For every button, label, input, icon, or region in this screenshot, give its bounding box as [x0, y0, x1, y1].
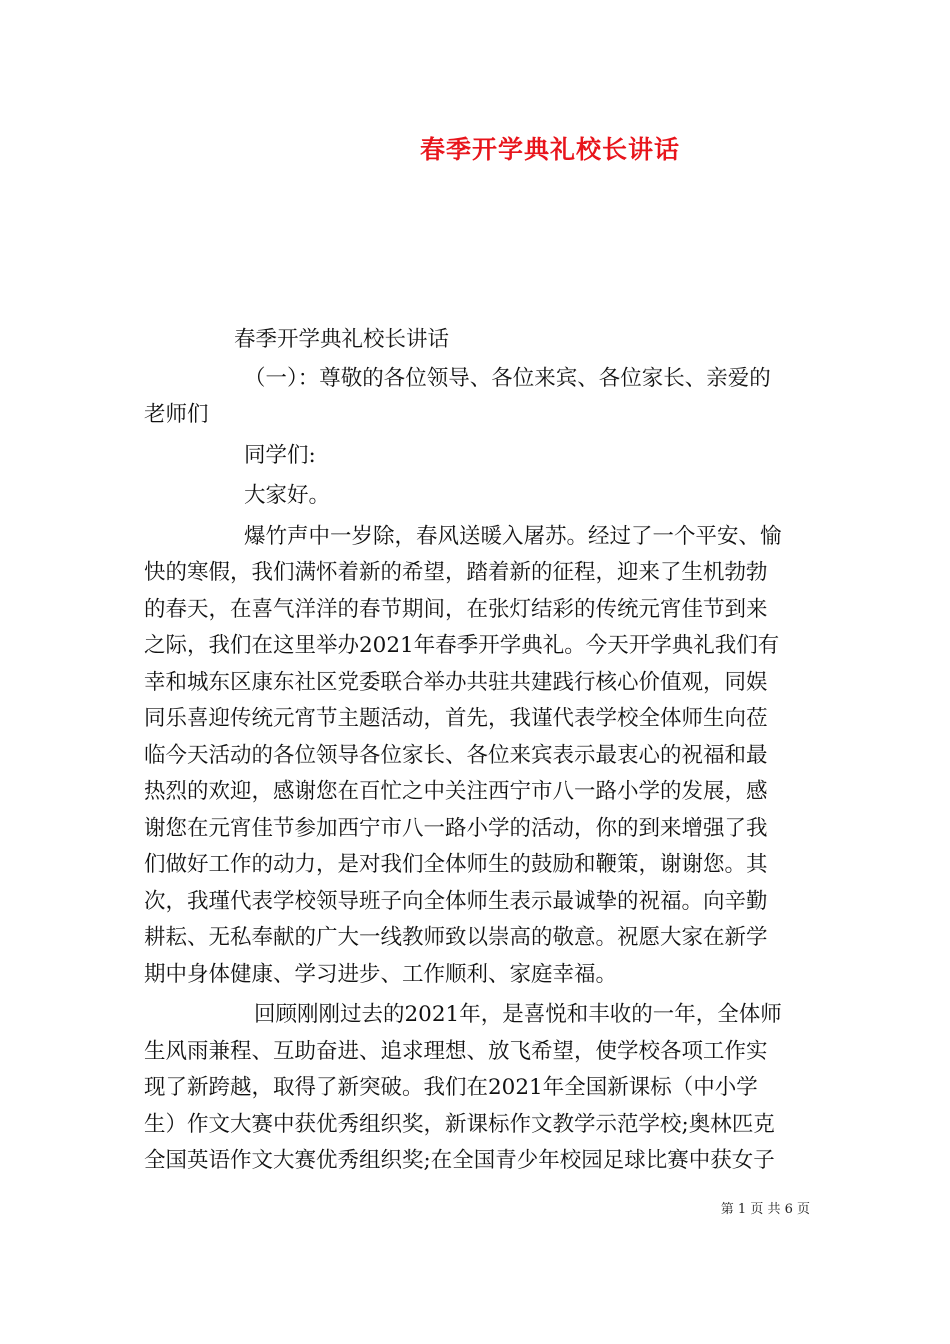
document-subtitle: [144, 322, 808, 359]
paragraph-line: 们做好工作的动力，是对我们全体师生的鼓励和鞭策，谢谢您。其: [144, 852, 768, 877]
greeting-everyone: [144, 478, 808, 515]
paragraph-2: [144, 997, 808, 1180]
greeting-line-1: 同学们:: [244, 442, 316, 468]
subtitle-text: 春季开学典礼校长讲话: [234, 327, 450, 352]
paragraph-line: 幸和城东区康东社区党委联合举办共驻共建践行核心价值观，同娱: [144, 669, 768, 695]
paragraph-line: 耕耘、无私奉献的广大一线教师致以崇高的敬意。祝愿大家在新学: [144, 925, 768, 950]
paragraph-line: 现了新跨越，取得了新突破。我们在2021年全国新课标（中小学: [144, 1075, 758, 1100]
salutation: [144, 361, 808, 434]
salutation-line-1: （一）：尊敬的各位领导、各位来宾、各位家长、亲爱的: [244, 365, 771, 391]
greeting-students: [144, 438, 808, 475]
paragraph-line: 回顾刚刚过去的2021年，是喜悦和丰收的一年，全体师: [254, 1002, 782, 1027]
paragraph-line: 的春天，在喜气洋洋的春节期间，在张灯结彩的传统元宵佳节到来: [144, 596, 768, 622]
paragraph-line: 谢您在元宵佳节参加西宁市八一路小学的活动，你的到来增强了我: [144, 815, 768, 841]
greeting-line-2: 大家好。: [244, 483, 331, 508]
paragraph-line: 爆竹声中一岁除，春风送暖入屠苏。经过了一个平安、愉: [244, 523, 782, 549]
document-title: 春季开学典礼校长讲话: [419, 135, 680, 164]
paragraph-line: 次，我瑾代表学校领导班子向全体师生表示最诚挚的祝福。向辛勤: [144, 888, 768, 914]
paragraph-1: [144, 519, 808, 994]
paragraph-line: 热烈的欢迎，感谢您在百忙之中关注西宁市八一路小学的发展，感: [144, 779, 768, 804]
paragraph-line: 同乐喜迎传统元宵节主题活动，首先，我谨代表学校全体师生向莅: [144, 706, 768, 731]
salutation-line-2: 老师们: [144, 402, 209, 427]
paragraph-line: 快的寒假，我们满怀着新的希望，踏着新的征程，迎来了生机勃勃: [144, 560, 768, 585]
paragraph-line: 期中身体健康、学习进步、工作顺利、家庭幸福。: [144, 961, 618, 987]
paragraph-line: 生风雨兼程、互助奋进、追求理想、放飞希望，使学校各项工作实: [144, 1038, 768, 1064]
document-body: [144, 322, 808, 1180]
paragraph-line: 全国英语作文大赛优秀组织奖;在全国青少年校园足球比赛中获女子: [144, 1148, 775, 1173]
paragraph-line: 之际，我们在这里举办2021年春季开学典礼。今天开学典礼我们有: [144, 633, 780, 658]
paragraph-line: 生）作文大赛中获优秀组织奖，新课标作文教学示范学校;奥林匹克: [144, 1111, 775, 1137]
paragraph-line: 临今天活动的各位领导各位家长、各位来宾表示最衷心的祝福和最: [144, 742, 768, 768]
page-number-footer: 第 1 页 共 6 页: [720, 1202, 810, 1217]
